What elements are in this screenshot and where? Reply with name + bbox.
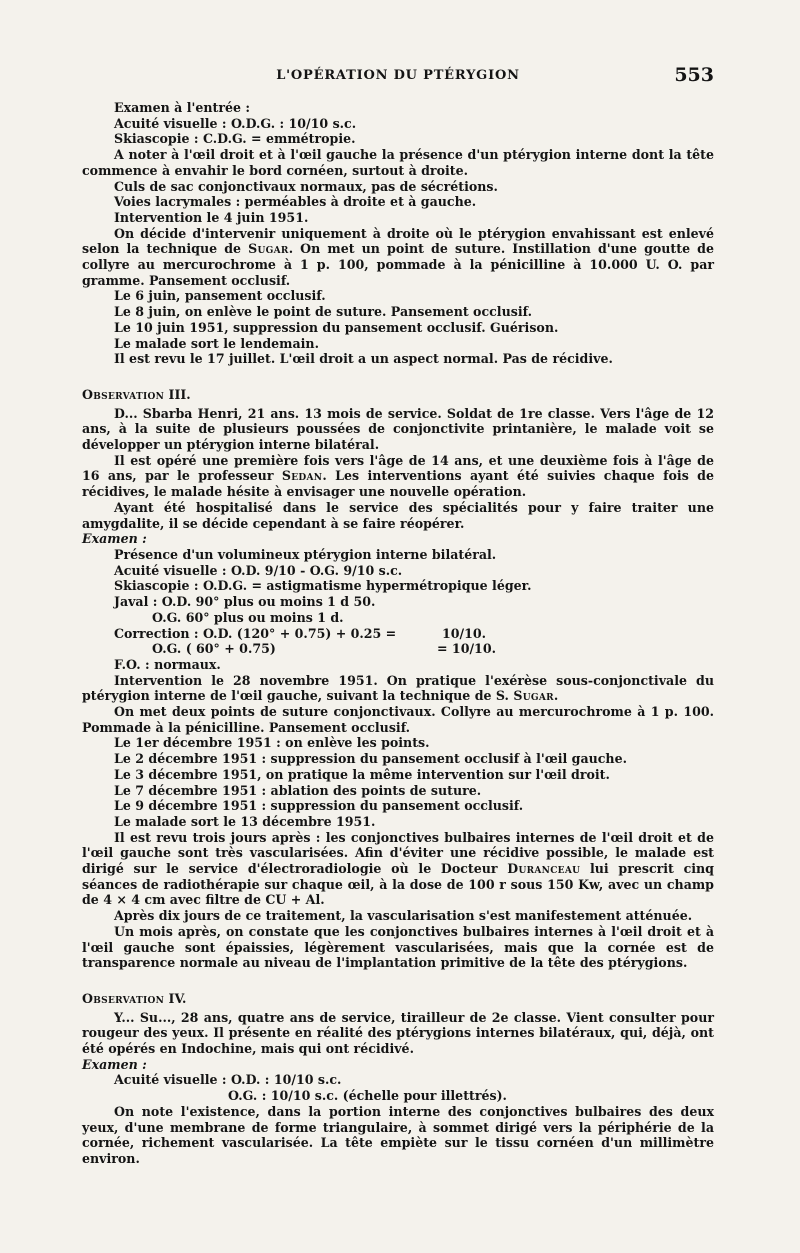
text-line: Acuité visuelle : O.D. 9/10 - O.G. 9/10 s.c. bbox=[114, 562, 403, 578]
paragraph: On décide d'intervenir uniquement à droite où le ptérygion envahissant est enlevé selon la technique de Sugar. On met un point de suture. Instillation d'une goutte de collyre au mercurochrome à 1 p. 100, pommade à la pénicilline à 10.000 U. O. par gramme. Pansement occlusif. bbox=[82, 225, 714, 288]
text-line: Voies lacrymales : perméables à droite et à gauche. bbox=[114, 194, 477, 210]
text-line: Le 7 décembre 1951 : ablation des points de suture. bbox=[114, 782, 482, 798]
author-name: Sugar bbox=[248, 241, 289, 257]
text-line: Skiascopie : O.D.G. = astigmatisme hypermétropique léger. bbox=[114, 578, 532, 594]
text-line: Le 10 juin 1951, suppression du pansement occlusif. Guérison. bbox=[114, 319, 559, 335]
paragraph: D... Sbarba Henri, 21 ans. 13 mois de service. Soldat de 1re classe. Vers l'âge de 12 ans, à la suite de plusieurs poussées de conjonctivite printanière, le malade voit se développer un ptérygion interne bilatéral. bbox=[82, 405, 714, 453]
text-line: Le malade sort le 13 décembre 1951. bbox=[114, 813, 376, 829]
text-line: Le 3 décembre 1951, on pratique la même intervention sur l'œil droit. bbox=[114, 766, 610, 782]
paragraph: Il est revu trois jours après : les conjonctives bulbaires internes de l'œil droit et de l'œil gauche sont très vascularisées. Afin d'éviter une récidive possible, le malade est dirigé sur le service d'électroradiologie où le Docteur Duranceau lui prescrit cinq séances de radiothérapie sur chaque œil, à la dose de 100 r sous 150 Kw, avec un champ de 4 × 4 cm avec filtre de CU + Al. bbox=[82, 829, 714, 908]
text-line: Il est revu le 17 juillet. L'œil droit a un aspect normal. Pas de récidive. bbox=[114, 351, 613, 367]
text-line: O.G. 60° plus ou moins 1 d. bbox=[152, 609, 344, 625]
text-line: Le 1er décembre 1951 : on enlève les points. bbox=[114, 735, 430, 751]
text-line: Skiascopie : C.D.G. = emmétropie. bbox=[114, 131, 356, 147]
text-line: Examen à l'entrée : bbox=[114, 100, 251, 115]
section-heading: Observation IV. bbox=[82, 990, 187, 1006]
subheading: Examen : bbox=[82, 531, 147, 547]
paragraph: Un mois après, on constate que les conjonctives bulbaires internes à l'œil droit et à l'œil gauche sont épaissies, légèrement vascularisées, mais que la cornée est de transparence normale au niveau de l'implantation primitive de la tête des ptérygions. bbox=[82, 923, 714, 971]
text-line: Présence d'un volumineux ptérygion interne bilatéral. bbox=[114, 546, 497, 562]
author-name: Sedan bbox=[281, 468, 323, 484]
page-header bbox=[82, 64, 714, 88]
subheading: Examen : bbox=[82, 1056, 147, 1072]
paragraph: Après dix jours de ce traitement, la vascularisation s'est manifestement atténuée. bbox=[114, 908, 693, 924]
page-number: 553 bbox=[674, 64, 714, 86]
paragraph: Ayant été hospitalisé dans le service des spécialités pour y faire traiter une amygdalite, il se décide cependant à se faire réopérer. bbox=[82, 499, 714, 531]
text-line: Le 9 décembre 1951 : suppression du pansement occlusif. bbox=[114, 798, 524, 814]
text-line: Javal : O.D. 90° plus ou moins 1 d 50. bbox=[114, 594, 376, 610]
paragraph: Il est opéré une première fois vers l'âge de 14 ans, et une deuxième fois à l'âge de 16 ans, par le professeur Sedan. Les interventions ayant été suivies chaque fois de récidives, le malade hésite à envisager une nouvelle opération. bbox=[82, 452, 714, 500]
paragraph: On note l'existence, dans la portion interne des conjonctives bulbaires des deux yeux, d'une membrane de forme triangulaire, à sommet dirigé vers la périphérie de la cornée, richement vascularisée. La tête empiète sur le tissu cornéen d'un millimètre environ. bbox=[82, 1103, 714, 1166]
text-line: Le 6 juin, pansement occlusif. bbox=[114, 288, 326, 304]
text-line: Acuité visuelle : O.D. : 10/10 s.c. bbox=[114, 1072, 342, 1088]
author-name: Duranceau bbox=[507, 861, 581, 877]
paragraph: Y... Su..., 28 ans, quatre ans de service, tirailleur de 2e classe. Vient consulter pour rougeur des yeux. Il présente en réalité des ptérygions internes bilatéraux, qui, déjà, ont été opérés en Indochine, mais qui ont récidivé. bbox=[82, 1009, 714, 1057]
section-heading: Observation III. bbox=[82, 386, 191, 402]
text-line: F.O. : normaux. bbox=[114, 656, 221, 672]
text-line: Acuité visuelle : O.D.G. : 10/10 s.c. bbox=[114, 115, 357, 131]
text-line: Correction : O.D. (120° + 0.75) + 0.25 = 10/10. bbox=[114, 625, 487, 641]
paragraph: Intervention le 28 novembre 1951. On pratique l'exérèse sous-conjonctivale du ptérygion interne de l'œil gauche, suivant la technique de S. Sugar. bbox=[82, 672, 714, 704]
paragraph: A noter à l'œil droit et à l'œil gauche la présence d'un ptérygion interne dont la tête commence à envahir le bord cornéen, surtout à droite. bbox=[82, 147, 714, 178]
running-head: L'OPÉRATION DU PTÉRYGION bbox=[276, 68, 520, 83]
author-name: Sugar bbox=[513, 688, 554, 704]
text-line: O.G. ( 60° + 0.75) = 10/10. bbox=[152, 641, 496, 657]
text-line: O.G. : 10/10 s.c. (échelle pour illettrés). bbox=[228, 1088, 507, 1104]
text-line: Culs de sac conjonctivaux normaux, pas de sécrétions. bbox=[114, 178, 498, 194]
text-line: Intervention le 4 juin 1951. bbox=[114, 209, 309, 225]
text-line: Le malade sort le lendemain. bbox=[114, 335, 319, 351]
text-line: Le 8 juin, on enlève le point de suture. Pansement occlusif. bbox=[114, 304, 532, 320]
paragraph: On met deux points de suture conjonctivaux. Collyre au mercurochrome à 1 p. 100. Pommade à la pénicilline. Pansement occlusif. bbox=[82, 704, 714, 735]
body-text bbox=[82, 100, 714, 1167]
text-line: Le 2 décembre 1951 : suppression du pansement occlusif à l'œil gauche. bbox=[114, 751, 627, 767]
